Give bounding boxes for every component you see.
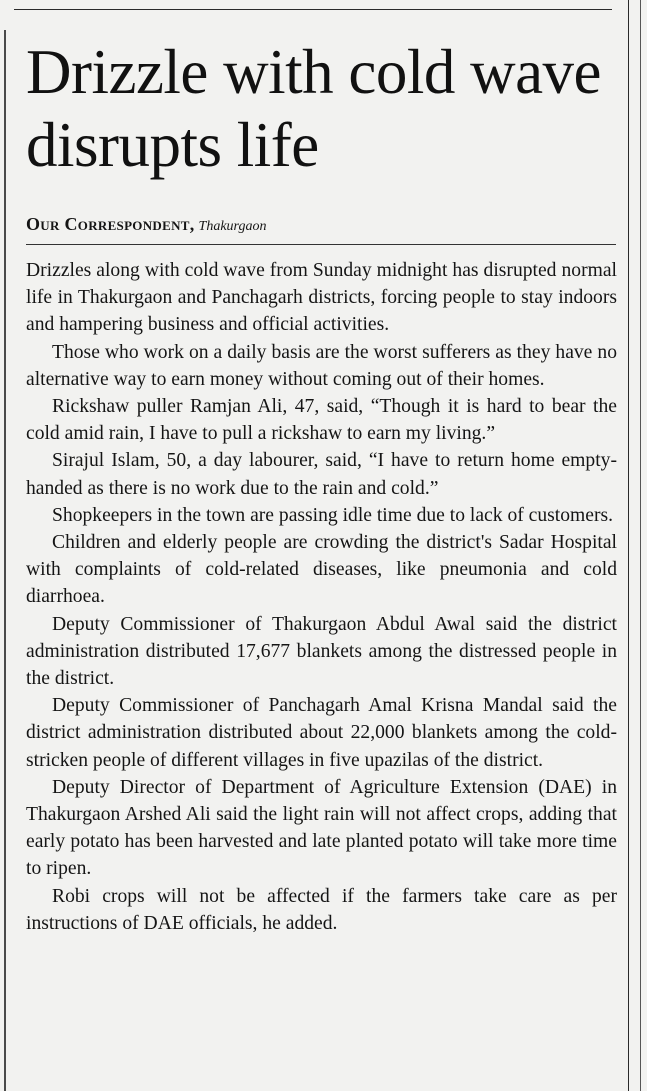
paragraph: Deputy Commissioner of Thakurgaon Abdul Awal said the district administration distributed 17,677 blankets among the distressed people in the district. — [26, 613, 617, 690]
paragraph: Robi crops will not be affected if the farmers take care as per instructions of DAE officials, he added. — [26, 885, 617, 934]
paragraph: Drizzles along with cold wave from Sunday midnight has disrupted normal life in Thakurgaon and Panchagarh districts, forcing people to stay indoors and hampering business and official activities. — [26, 260, 617, 336]
top-rule — [14, 9, 612, 10]
byline-rule — [26, 244, 616, 245]
paragraph: Sirajul Islam, 50, a day labourer, said, “I have to return home empty-handed as there is no work due to the rain and cold.” — [26, 450, 617, 499]
headline: Drizzle with cold wave disrupts life — [26, 37, 602, 180]
byline-author: Our Correspondent, — [26, 214, 195, 234]
paragraph: Deputy Commissioner of Panchagarh Amal Krisna Mandal said the district administration distributed about 22,000 blankets among the cold-stricken people of different villages in five upazilas of the district. — [26, 695, 617, 771]
left-edge-shadow — [4, 30, 6, 1091]
paragraph: Children and elderly people are crowding the district's Sadar Hospital with complaints of cold-related diseases, like pneumonia and cold diarrhoea. — [26, 532, 617, 608]
byline — [26, 214, 616, 237]
paragraph: Shopkeepers in the town are passing idle time due to lack of customers. — [52, 504, 614, 526]
paragraph: Deputy Director of Department of Agriculture Extension (DAE) in Thakurgaon Arshed Ali said the light rain will not affect crops, adding that early potato has been harvested and late planted potato will take more time to ripen. — [26, 776, 617, 880]
byline-location: Thakurgaon — [198, 219, 267, 234]
paragraph: Those who work on a daily basis are the worst sufferers as they have no alternative way to earn money without coming out of their homes. — [26, 341, 617, 390]
column-divider-outer — [640, 0, 641, 1091]
article-body — [26, 257, 617, 937]
paragraph: Rickshaw puller Ramjan Ali, 47, said, “Though it is hard to bear the cold amid rain, I have to pull a rickshaw to earn my living.” — [26, 396, 617, 445]
column-divider — [628, 0, 629, 1091]
